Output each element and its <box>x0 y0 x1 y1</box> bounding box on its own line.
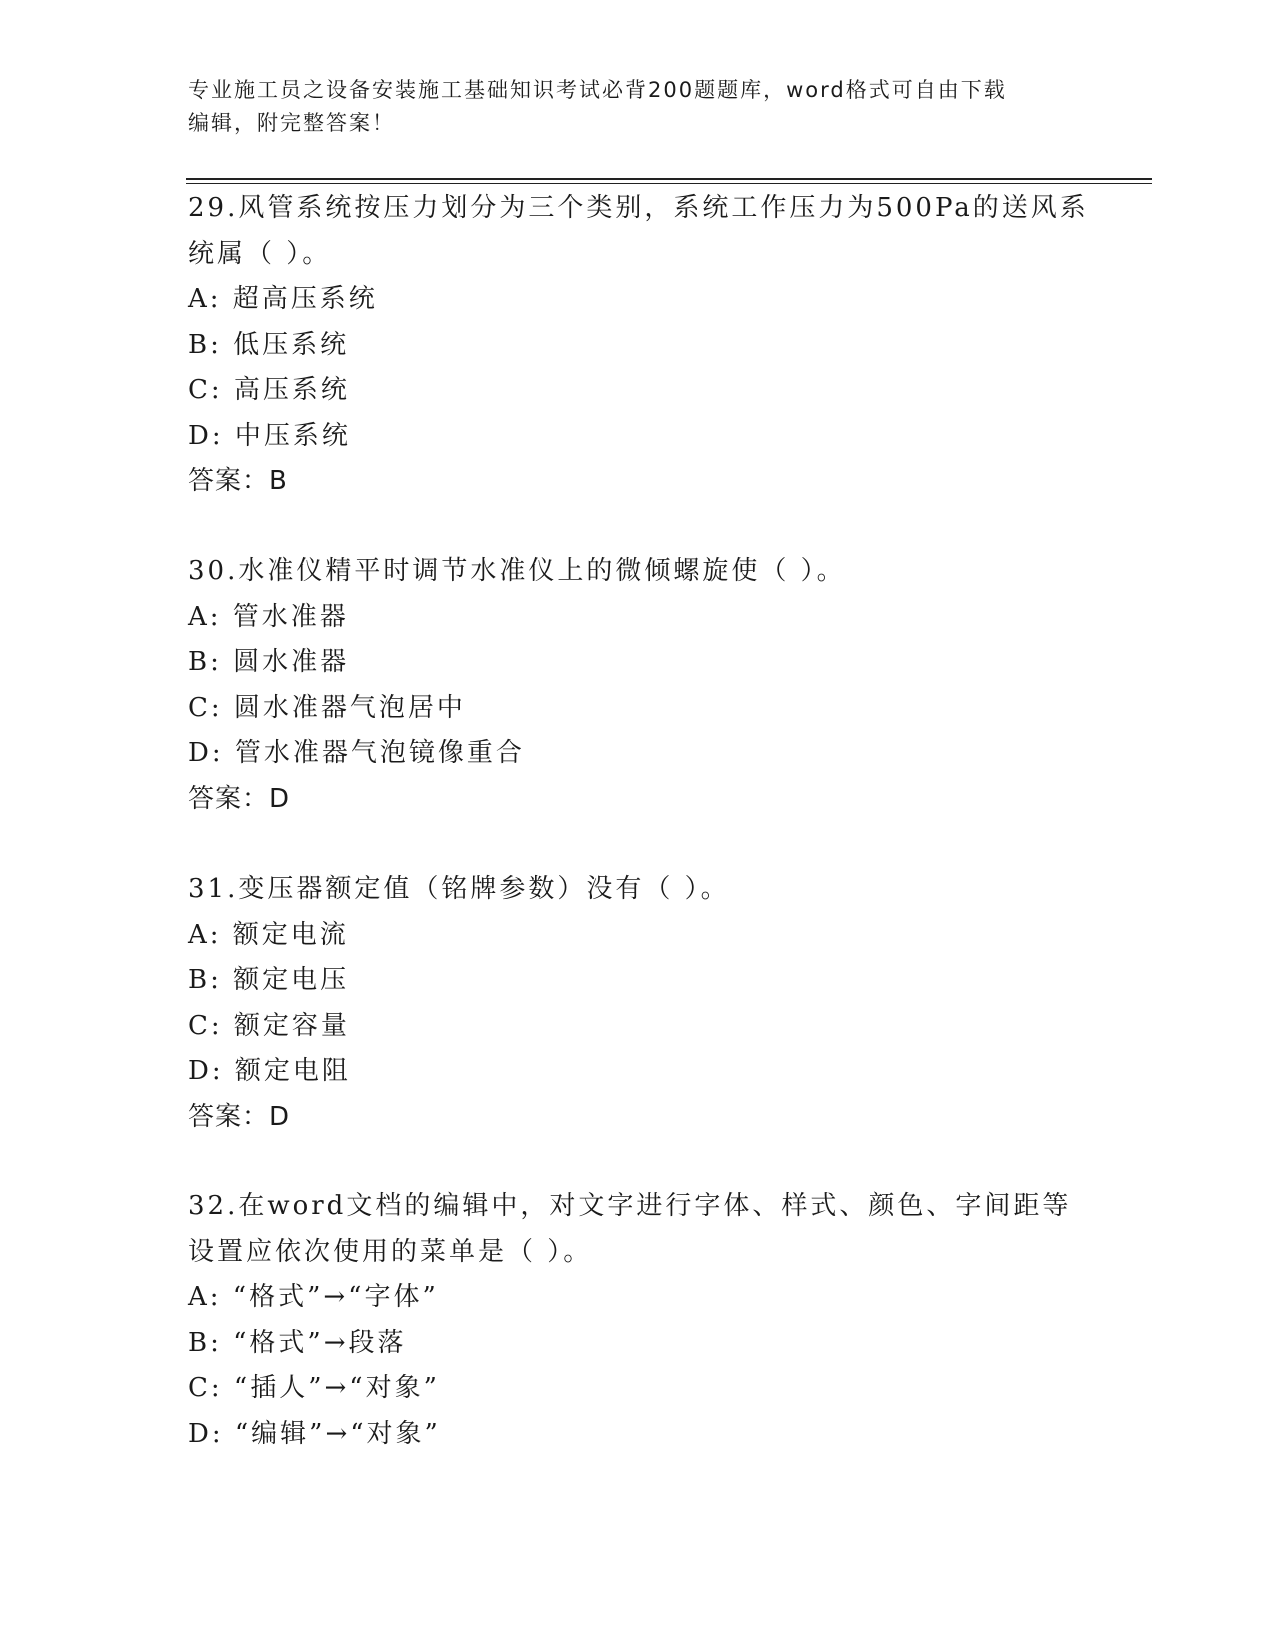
document-header <box>188 74 1088 140</box>
option-c: C: “插人”→“对象” <box>188 1373 440 1403</box>
question-text-line-1: 32.在word文档的编辑中，对文字进行字体、样式、颜色、字间距等 <box>188 1191 1072 1221</box>
option-a: A: 管水准器 <box>188 601 349 632</box>
header-rule-thin <box>186 183 1152 184</box>
question-32 <box>188 1184 1088 1457</box>
answer: 答案：D <box>188 1101 291 1132</box>
header-title-line-2: 编辑，附完整答案！ <box>188 111 395 135</box>
question-text-line-1: 29.风管系统按压力划分为三个类别，系统工作压力为500Pa的送风系 <box>188 193 1089 223</box>
question-text-line-1: 31.变压器额定值（铭牌参数）没有（ ）。 <box>188 874 730 904</box>
option-d: D: “编辑”→“对象” <box>188 1418 441 1449</box>
question-text-line-2: 统属（ ）。 <box>188 238 332 269</box>
question-29 <box>188 186 1088 505</box>
option-b: B: 额定电压 <box>188 965 350 995</box>
option-b: B: 圆水准器 <box>188 647 350 677</box>
option-d: D: 额定电阻 <box>188 1056 351 1086</box>
option-c: C: 圆水准器气泡居中 <box>188 692 466 723</box>
answer: 答案：B <box>188 466 288 496</box>
question-text-line-1: 30.水准仪精平时调节水准仪上的微倾螺旋使（ ）。 <box>188 556 846 586</box>
question-31 <box>188 867 1088 1140</box>
option-d: D: 管水准器气泡镜像重合 <box>188 738 525 768</box>
option-c: C: 高压系统 <box>188 375 350 405</box>
question-30 <box>188 549 1088 822</box>
option-d: D: 中压系统 <box>188 420 351 451</box>
option-a: A: “格式”→“字体” <box>188 1282 439 1312</box>
answer: 答案：D <box>188 783 291 814</box>
header-rule-thick <box>186 178 1152 180</box>
header-title-line-1: 专业施工员之设备安装施工基础知识考试必背200题题库，word格式可自由下载 <box>188 78 1007 102</box>
question-text-line-2: 设置应依次使用的菜单是（ ）。 <box>188 1236 593 1267</box>
option-b: B: “格式”→段落 <box>188 1327 407 1358</box>
option-c: C: 额定容量 <box>188 1010 350 1041</box>
option-a: A: 额定电流 <box>188 919 349 950</box>
option-a: A: 超高压系统 <box>188 284 378 314</box>
option-b: B: 低压系统 <box>188 329 350 360</box>
